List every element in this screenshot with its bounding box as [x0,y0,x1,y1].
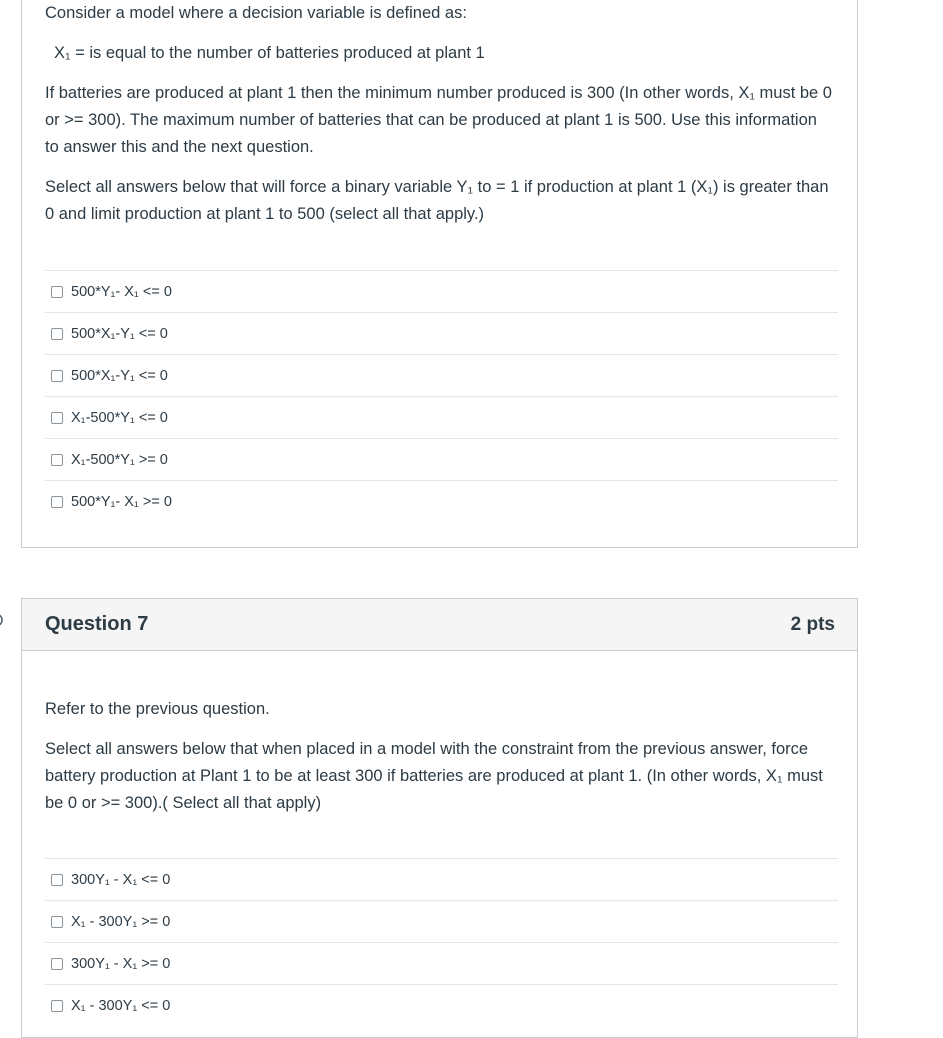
question-7-answers [45,858,838,1026]
checkbox[interactable] [51,916,63,928]
checkbox[interactable] [51,370,63,382]
question-title: Question 7 [45,613,149,635]
question-6-intro: Consider a model where a decision variable is defined as: [45,4,467,22]
checkbox[interactable] [51,328,63,340]
question-6-answers [45,270,838,522]
answer-option[interactable] [45,984,838,1026]
checkbox[interactable] [51,412,63,424]
answer-option[interactable] [45,354,838,396]
checkbox[interactable] [51,496,63,508]
answer-label: 300Y₁ - X₁ >= 0 [71,955,171,972]
answer-label: 500*X₁-Y₁ <= 0 [71,325,168,342]
answer-option[interactable] [45,858,838,900]
question-7-paragraph-1: Refer to the previous question. [45,700,270,718]
checkbox[interactable] [51,454,63,466]
checkbox[interactable] [51,1000,63,1012]
answer-option[interactable] [45,438,838,480]
checkbox[interactable] [51,958,63,970]
question-6-card [21,0,858,548]
answer-option[interactable] [45,396,838,438]
question-6-stem [45,0,835,228]
question-6-paragraph-1: If batteries are produced at plant 1 then the minimum number produced is 300 (In other words, X₁ must be 0 or >= 300). The maximum number of batteries that can be produced at plant 1 is 500. Use this information to answer this and the next question. [45,84,832,156]
answer-label: X₁ - 300Y₁ <= 0 [71,997,171,1014]
answer-option[interactable] [45,480,838,522]
question-7-header [22,599,857,651]
answer-label: 500*X₁-Y₁ <= 0 [71,367,168,384]
answer-label: X₁-500*Y₁ >= 0 [71,451,168,468]
answer-label: X₁-500*Y₁ <= 0 [71,409,168,426]
checkbox[interactable] [51,874,63,886]
question-7-card [21,598,858,1038]
answer-option[interactable] [45,900,838,942]
answer-option[interactable] [45,942,838,984]
answer-option[interactable] [45,270,838,312]
question-6-definition: X₁ = is equal to the number of batteries produced at plant 1 [54,44,485,62]
answer-label: 300Y₁ - X₁ <= 0 [71,871,171,888]
answer-label: X₁ - 300Y₁ >= 0 [71,913,171,930]
question-6-paragraph-2: Select all answers below that will force a binary variable Y₁ to = 1 if production at plant 1 (X₁) is greater than 0 and limit production at plant 1 to 500 (select all that apply.) [45,178,829,223]
answer-label: 500*Y₁- X₁ <= 0 [71,283,172,300]
answer-label: 500*Y₁- X₁ >= 0 [71,493,172,510]
checkbox[interactable] [51,286,63,298]
answer-option[interactable] [45,312,838,354]
bookmark-icon[interactable] [0,613,8,627]
question-points: 2 pts [790,613,835,635]
question-7-paragraph-2: Select all answers below that when placed in a model with the constraint from the previous answer, force battery production at Plant 1 to be at least 300 if batteries are produced at plant 1. (In other words, X₁ must be 0 or >= 300).( Select all that apply) [45,740,823,812]
question-7-stem [45,696,835,817]
